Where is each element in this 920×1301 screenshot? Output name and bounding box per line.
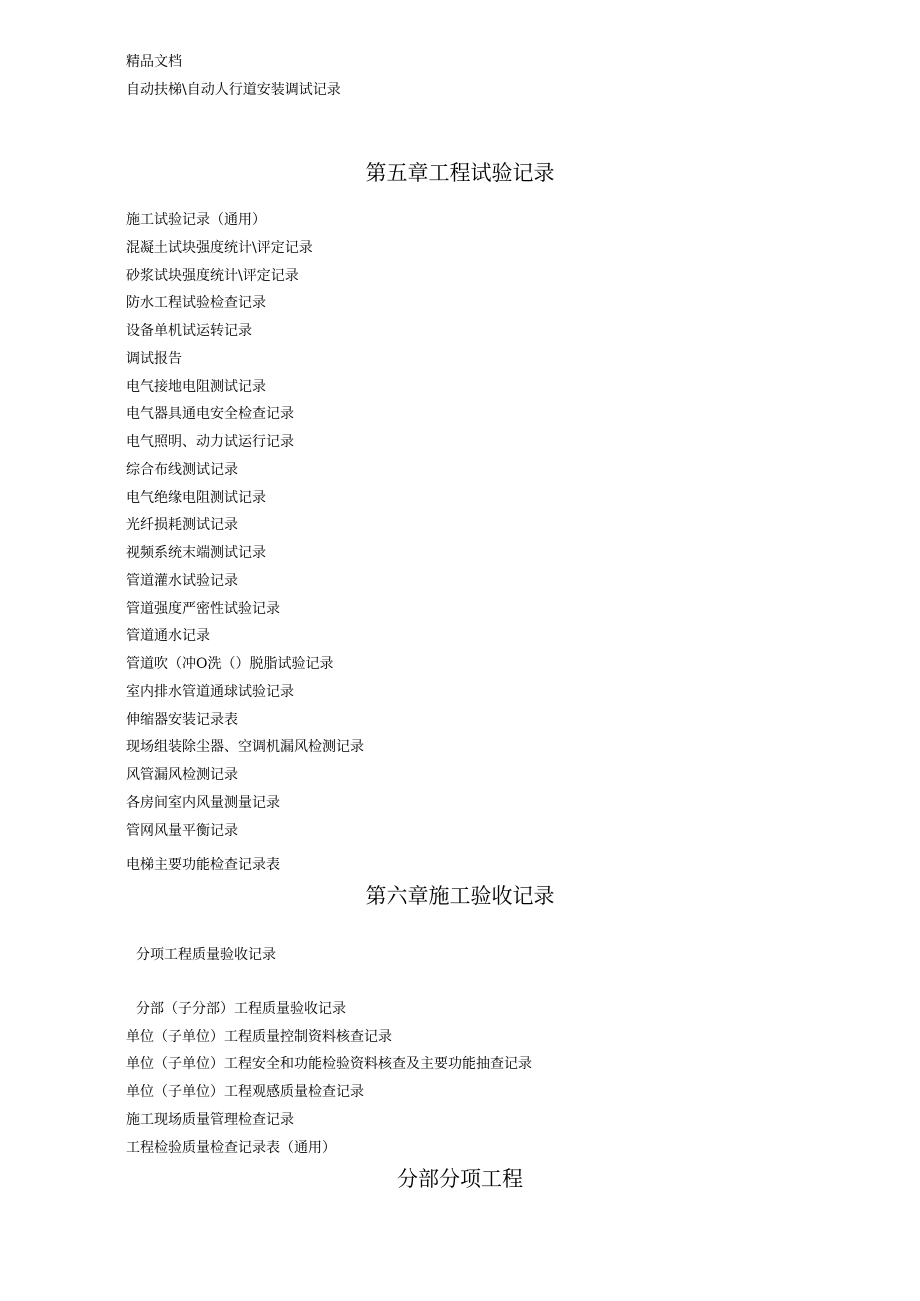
list-item: 各房间室内风量测量记录 (126, 795, 280, 811)
chapter-five-title: 第五章工程试验记录 (365, 161, 555, 185)
list-item: 电气接地电阻测试记录 (126, 379, 266, 395)
list-item: 管道灌水试验记录 (126, 573, 238, 589)
section-title: 分部分项工程 (397, 1167, 523, 1191)
list-item: 调试报告 (126, 351, 182, 367)
list-item: 室内排水管道通球试验记录 (126, 684, 294, 700)
list-item: 单位（子单位）工程质量控制资料核查记录 (126, 1029, 392, 1045)
list-item: 管道通水记录 (126, 628, 210, 644)
list-item: 工程检验质量检查记录表（通用） (126, 1140, 336, 1156)
list-item: 分部（子分部）工程质量验收记录 (136, 1001, 346, 1017)
list-item: 管网风量平衡记录 (126, 823, 238, 839)
list-item: 自动扶梯\自动人行道安装调试记录 (126, 82, 341, 98)
list-item: 光纤损耗测试记录 (126, 517, 238, 533)
list-item: 分项工程质量验收记录 (136, 947, 276, 963)
list-item: 混凝土试块强度统计\评定记录 (126, 240, 313, 256)
list-item: 电气绝缘电阻测试记录 (126, 490, 266, 506)
list-item: 管道吹（冲O洗（）脱脂试验记录 (126, 656, 334, 672)
list-item: 管道强度严密性试验记录 (126, 601, 280, 617)
list-item: 砂浆试块强度统计\评定记录 (126, 268, 299, 284)
chapter-six-title: 第六章施工验收记录 (365, 884, 555, 908)
list-item: 施工试验记录（通用） (126, 212, 266, 228)
list-item: 防水工程试验检查记录 (126, 295, 266, 311)
list-item: 现场组装除尘器、空调机漏风检测记录 (126, 739, 364, 755)
list-item: 单位（子单位）工程观感质量检查记录 (126, 1084, 364, 1100)
watermark-label: 精品文档 (126, 54, 182, 70)
list-item: 电气照明、动力试运行记录 (126, 434, 294, 450)
list-item: 综合布线测试记录 (126, 462, 238, 478)
list-item: 电梯主要功能检查记录表 (126, 857, 280, 873)
list-item: 单位（子单位）工程安全和功能检验资料核查及主要功能抽查记录 (126, 1056, 532, 1072)
list-item: 设备单机试运转记录 (126, 323, 252, 339)
list-item: 电气器具通电安全检查记录 (126, 406, 294, 422)
list-item: 伸缩器安装记录表 (126, 712, 238, 728)
list-item: 风管漏风检测记录 (126, 767, 238, 783)
list-item: 视频系统末端测试记录 (126, 545, 266, 561)
list-item: 施工现场质量管理检查记录 (126, 1112, 294, 1128)
